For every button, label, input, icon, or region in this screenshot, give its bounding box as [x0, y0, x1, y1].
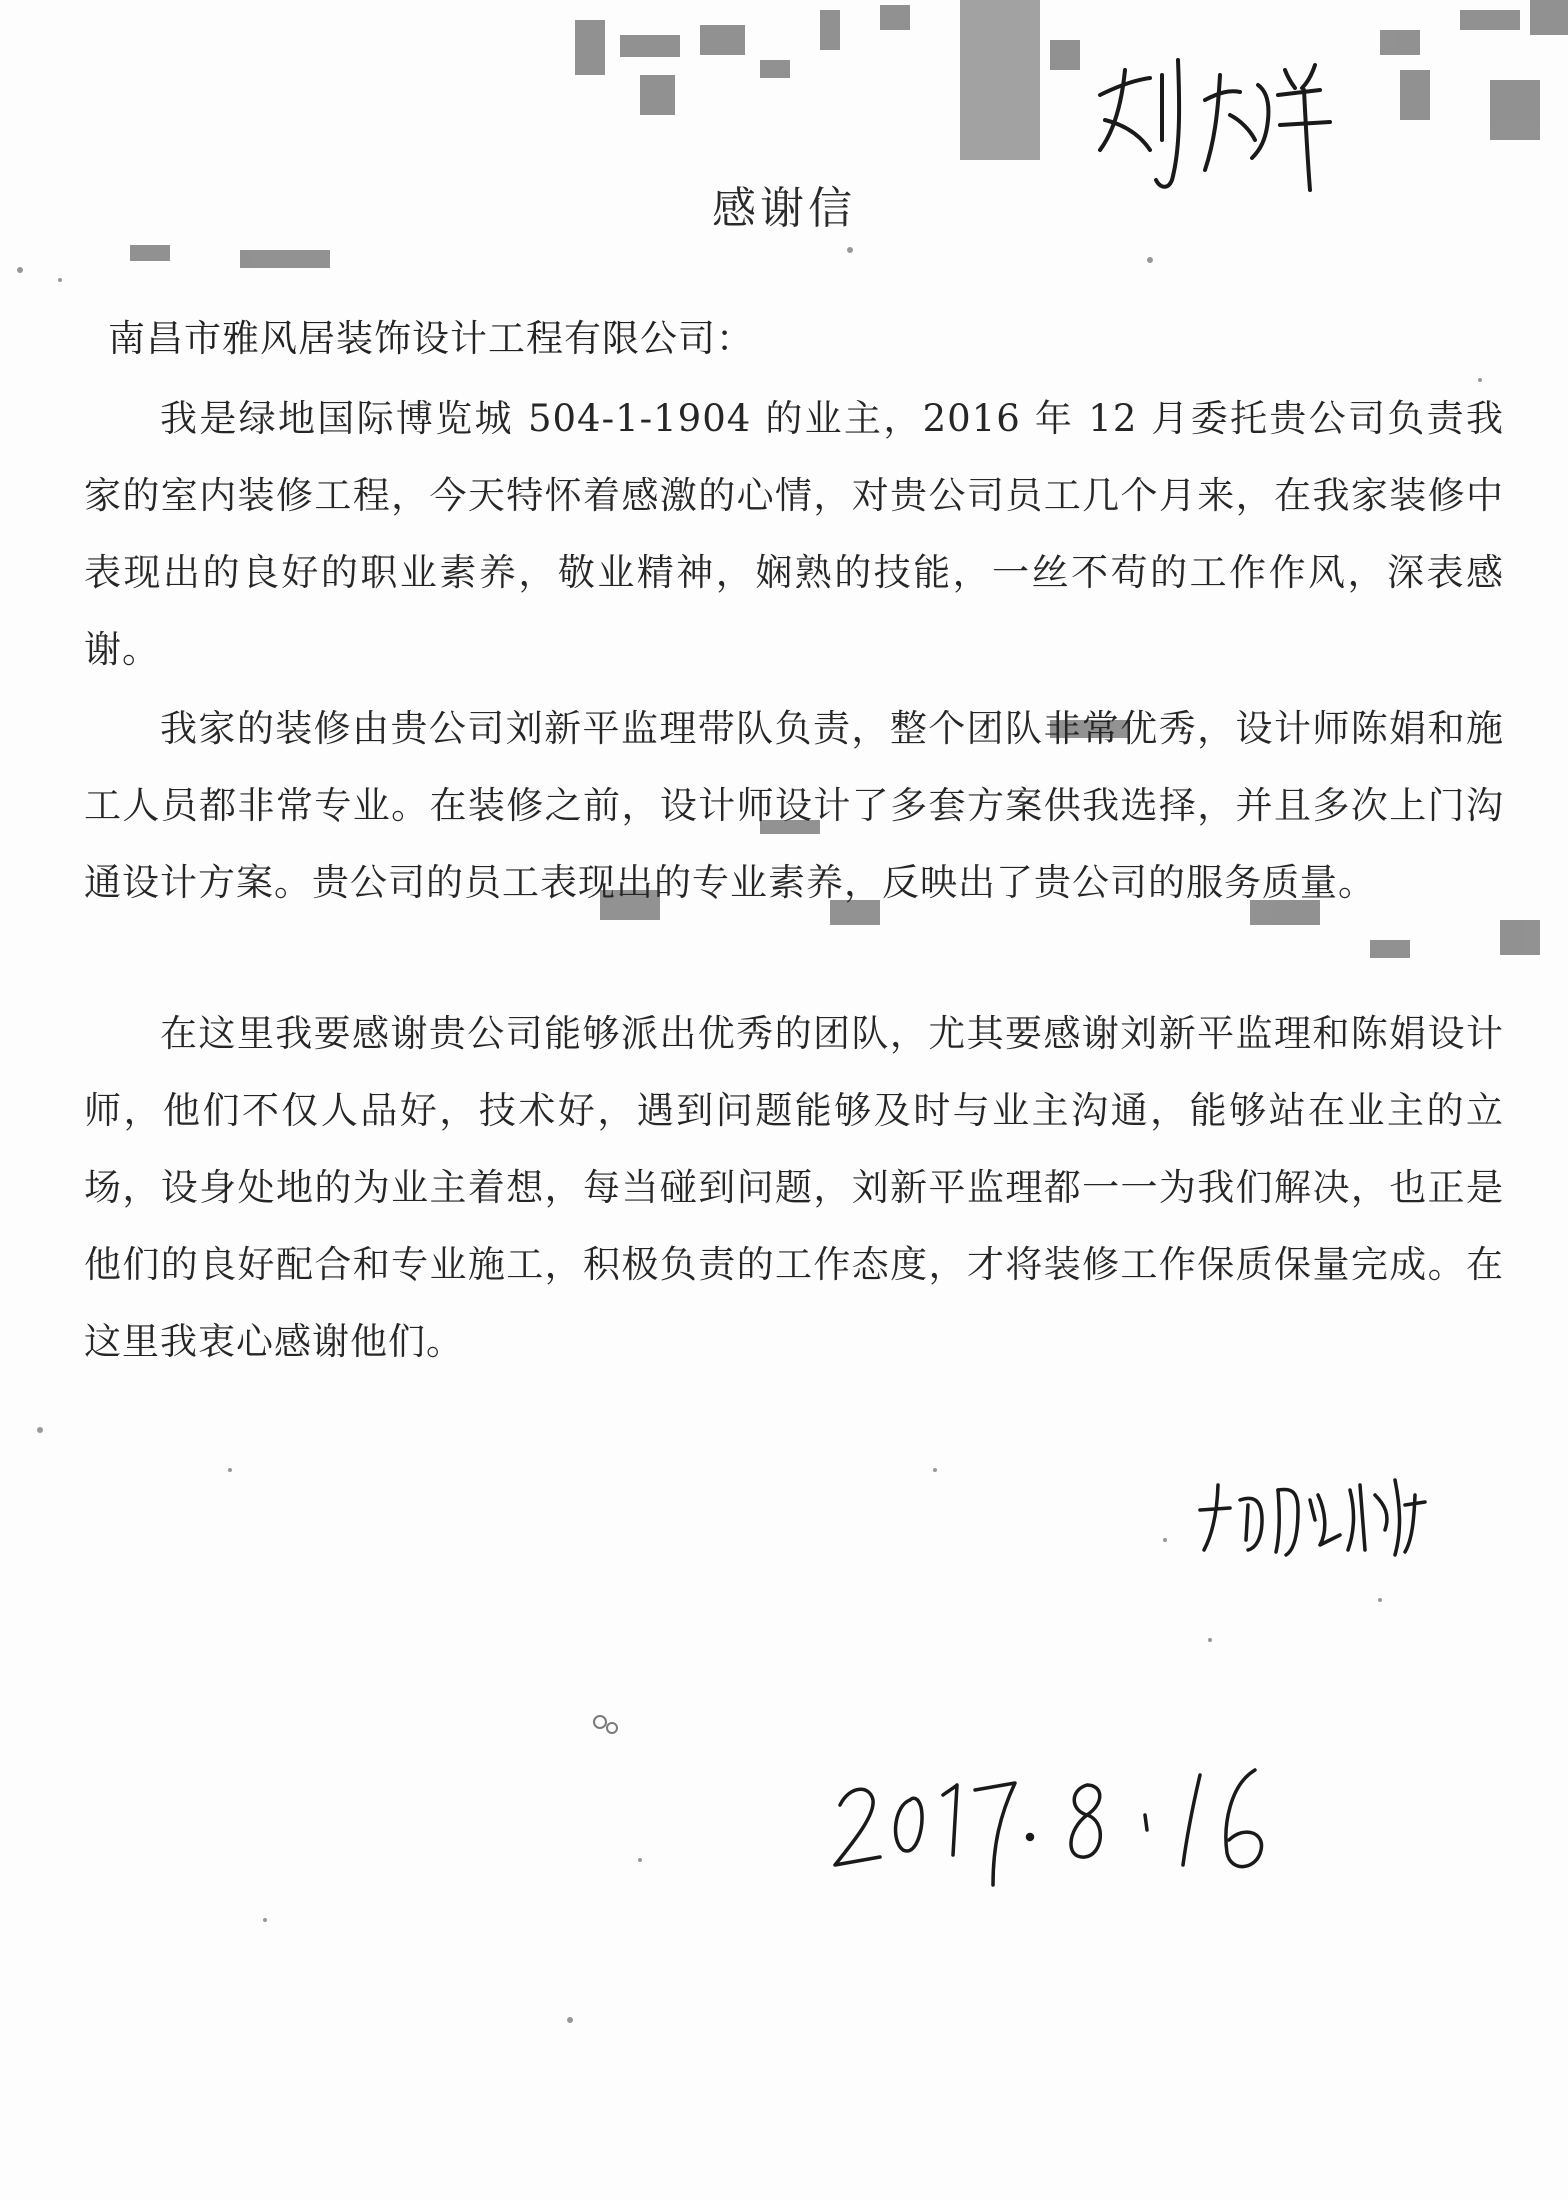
handwritten-top-name — [1080, 40, 1360, 214]
handwritten-signature-drawing — [1190, 1460, 1440, 1570]
handwritten-date-drawing — [825, 1745, 1305, 1895]
paragraph-2: 我家的装修由贵公司刘新平监理带队负责，整个团队非常优秀，设计师陈娟和施工人员都非常专业。在装修之前，设计师设计了多套方案供我选择，并且多次上门沟通设计方案。贵公司的员工表现出的专业素养，反映出了贵公司的服务质量。 — [84, 707, 1504, 904]
paragraph-3: 在这里我要感谢贵公司能够派出优秀的团队，尤其要感谢刘新平监理和陈娟设计师，他们不仅人品好，技术好，遇到问题能够及时与业主沟通，能够站在业主的立场，设身处地的为业主着想，每当碰到问题，刘新平监理都一一为我们解决，也正是他们的良好配合和专业施工，积极负责的工作态度，才将装修工作保质保量完成。在这里我衷心感谢他们。 — [84, 1012, 1504, 1363]
handwritten-signature — [1190, 1460, 1440, 1574]
letter-title: 感谢信 — [712, 183, 856, 234]
salutation: 南昌市雅风居装饰设计工程有限公司： — [108, 317, 754, 360]
handwritten-date — [825, 1745, 1305, 1899]
paragraph-1: 我是绿地国际博览城 504-1-1904 的业主，2016 年 12 月委托贵公司负责我家的室内装修工程，今天特怀着感激的心情，对贵公司员工几个月来，在我家装修中表现出的良好的职业素养，敬业精神，娴熟的技能，一丝不苟的工作作风，深表感谢。 — [84, 397, 1504, 671]
handwritten-date-text — [825, 1745, 826, 1746]
handwritten-top-name-text — [1080, 40, 1081, 41]
handwritten-signature-text — [1190, 1460, 1191, 1461]
handwritten-top-name-drawing — [1080, 40, 1360, 210]
